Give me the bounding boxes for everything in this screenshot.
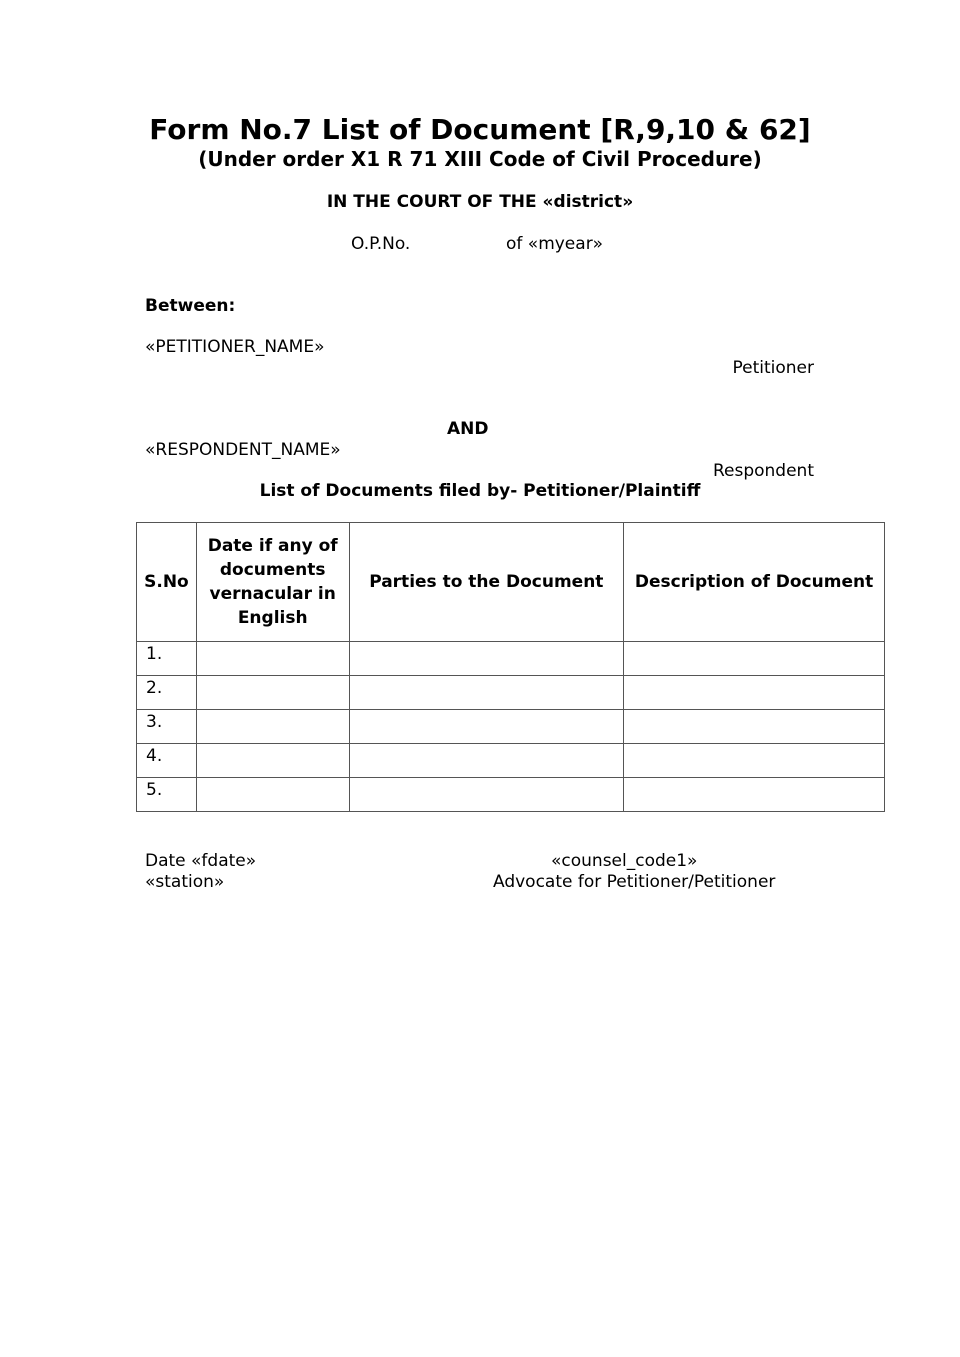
documents-table <box>136 522 885 812</box>
table-header-row <box>137 523 885 642</box>
table-row <box>137 642 885 676</box>
respondent-name: «RESPONDENT_NAME» <box>145 440 341 460</box>
date-cell <box>196 642 349 676</box>
header-sno: S.No <box>137 523 197 642</box>
header-parties: Parties to the Document <box>349 523 624 642</box>
description-cell <box>624 710 885 744</box>
sno-cell: 3. <box>137 710 197 744</box>
sno-cell: 4. <box>137 744 197 778</box>
parties-cell <box>349 778 624 812</box>
header-date: Date if any of documents vernacular in English <box>196 523 349 642</box>
description-cell <box>624 642 885 676</box>
opno-year: of «myear» <box>506 234 604 254</box>
advocate-line: Advocate for Petitioner/Petitioner <box>493 872 776 892</box>
date-cell <box>196 710 349 744</box>
list-heading: List of Documents filed by- Petitioner/Plaintiff <box>259 481 701 501</box>
table-row <box>137 676 885 710</box>
respondent-role: Respondent <box>712 461 814 481</box>
parties-cell <box>349 710 624 744</box>
description-cell <box>624 744 885 778</box>
table-row <box>137 778 885 812</box>
counsel-code: «counsel_code1» <box>551 851 698 871</box>
station-line: «station» <box>145 872 225 892</box>
sno-cell: 1. <box>137 642 197 676</box>
form-subtitle: (Under order X1 R 71 XIII Code of Civil Procedure) <box>198 147 762 171</box>
and-label: AND <box>447 419 489 439</box>
form-title: Form No.7 List of Document [R,9,10 & 62] <box>149 113 811 146</box>
table-row <box>137 744 885 778</box>
description-cell <box>624 676 885 710</box>
description-cell <box>624 778 885 812</box>
between-label: Between: <box>145 296 236 316</box>
petitioner-role: Petitioner <box>732 358 814 378</box>
petitioner-name: «PETITIONER_NAME» <box>145 337 325 357</box>
date-cell <box>196 744 349 778</box>
date-line: Date «fdate» <box>145 851 257 871</box>
date-cell <box>196 778 349 812</box>
sno-cell: 2. <box>137 676 197 710</box>
opno-label: O.P.No. <box>351 234 411 254</box>
sno-cell: 5. <box>137 778 197 812</box>
date-cell <box>196 676 349 710</box>
parties-cell <box>349 744 624 778</box>
header-description: Description of Document <box>624 523 885 642</box>
parties-cell <box>349 642 624 676</box>
table-row <box>137 710 885 744</box>
court-heading: IN THE COURT OF THE «district» <box>326 192 634 212</box>
parties-cell <box>349 676 624 710</box>
